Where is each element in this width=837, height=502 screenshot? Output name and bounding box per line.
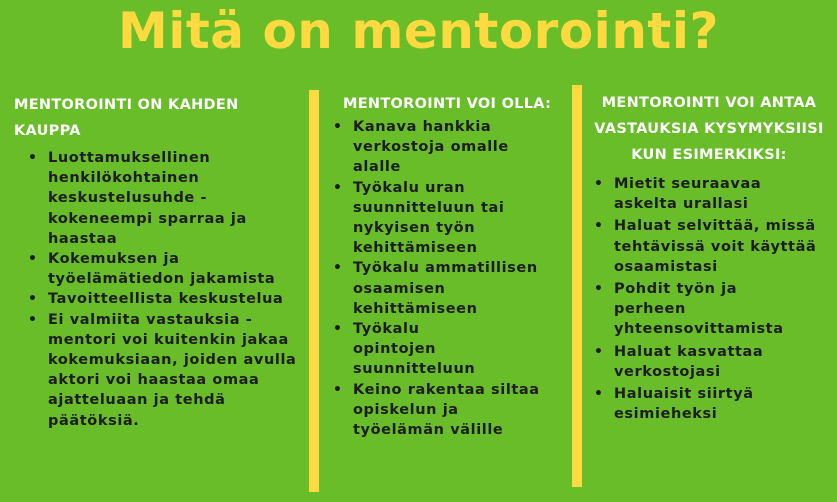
list-item: • Työkalu ammatillisen osaamisen kehittämiseen bbox=[333, 258, 553, 319]
column-heading: MENTOROINTI VOI OLLA: bbox=[343, 96, 552, 112]
column-heading: MENTOROINTI VOI ANTAA VASTAUKSIA KYSYMYKSIISI KUN ESIMERKIKSI: bbox=[594, 95, 824, 163]
bullet-list bbox=[14, 148, 306, 431]
list-item: • Mietit seuraavaa askelta urallasi bbox=[594, 174, 784, 214]
list-item: • Haluaisit siirtyä esimieheksi bbox=[594, 384, 774, 424]
divider-left bbox=[309, 90, 319, 492]
list-item: • Haluat kasvattaa verkostojasi bbox=[594, 342, 784, 382]
list-item: • Kokemuksen ja työelämätiedon jakamista bbox=[28, 249, 288, 289]
list-item: • Haluat selvittää, missä tehtävissä voit käyttää osaamistasi bbox=[594, 216, 824, 277]
list-item: • Kanava hankkia verkostoja omalle alalle bbox=[333, 117, 553, 178]
list-item: • Luottamuksellinen henkilökohtainen keskustelusuhde - kokeneempi sparraa ja haastaa bbox=[28, 148, 258, 249]
list-item: • Ei valmiita vastauksia - mentori voi kuitenkin jakaa kokemuksiaan, joiden avulla aktori voi haastaa omaa ajatteluaan ja tehdä päätöksiä. bbox=[28, 310, 310, 431]
bullet-list bbox=[590, 174, 828, 424]
column-mentoring-can-be bbox=[333, 91, 565, 440]
column-mentoring-can-answer bbox=[590, 90, 828, 424]
list-item: • Keino rakentaa siltaa opiskelun ja työelämän välille bbox=[333, 380, 553, 441]
page-title: Mitä on mentorointi? bbox=[118, 2, 719, 60]
divider-right bbox=[572, 85, 582, 487]
bullet-list bbox=[333, 117, 565, 440]
list-item: • Pohdit työn ja perheen yhteensovittamista bbox=[594, 279, 794, 340]
list-item: • Tavoitteellista keskustelua bbox=[28, 289, 306, 309]
column-heading: MENTOROINTI ON KAHDEN KAUPPA bbox=[14, 97, 239, 139]
list-item: • Työkalu uran suunnitteluun tai nykyisen työn kehittämiseen bbox=[333, 178, 513, 259]
list-item: • Työkalu opintojen suunnitteluun bbox=[333, 319, 493, 380]
column-mentoring-is bbox=[14, 92, 306, 431]
